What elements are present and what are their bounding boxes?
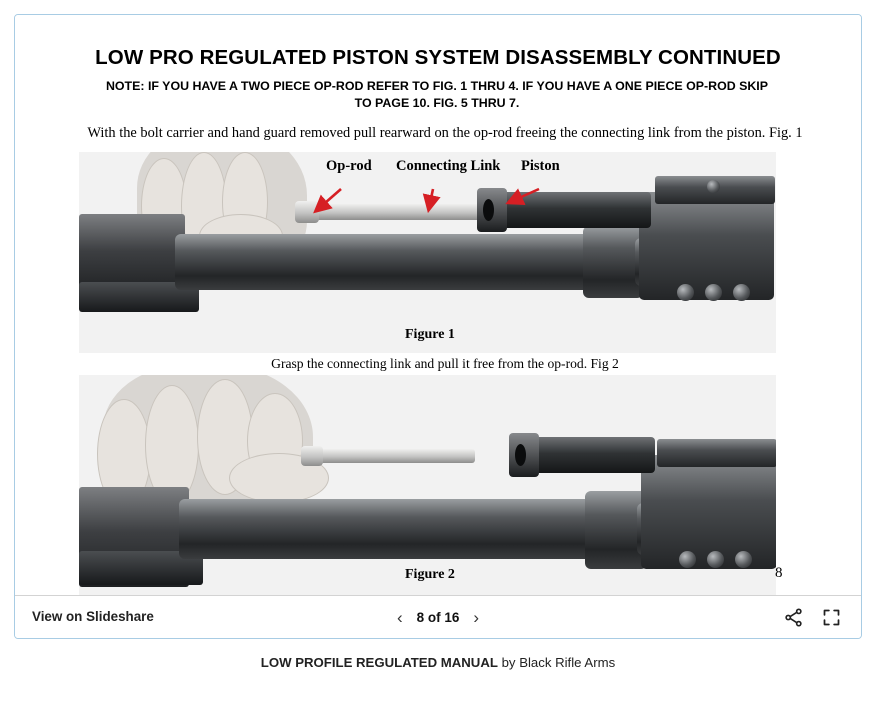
slide-intro-text: With the bolt carrier and hand guard removed pull rearward on the op-rod freeing the connecting link from the piston. Fig. 1: [87, 125, 803, 141]
footer-by: by: [497, 655, 520, 670]
pager: [15, 596, 861, 639]
view-on-slideshare-link[interactable]: View on Slideshare: [32, 609, 154, 624]
slide-page-number: 8: [775, 565, 783, 581]
figure-1-label: Figure 1: [405, 327, 455, 342]
slide-viewer: [14, 14, 862, 639]
figure-2-image: [79, 375, 776, 595]
gas-port-pin-icon: [733, 284, 750, 301]
gas-port-pin-icon: [679, 551, 696, 568]
gas-block-top-shape: [657, 439, 776, 467]
callout-piston: Piston: [521, 158, 560, 174]
viewer-toolbar: [15, 595, 861, 638]
gas-port-pin-icon: [707, 551, 724, 568]
op-rod-tip-shape: [295, 201, 319, 223]
page-indicator: 8 of 16: [416, 610, 460, 625]
barrel-shape: [179, 499, 619, 559]
barrel-collar-shape: [583, 226, 643, 298]
connecting-link-tip-shape: [301, 446, 323, 466]
figure-1-image: [79, 152, 776, 353]
gas-block-shape: [641, 455, 776, 569]
slide-note: NOTE: IF YOU HAVE A TWO PIECE OP-ROD REFER TO FIG. 1 THRU 4. IF YOU HAVE A ONE PIECE OP-ROD SKIP TO PAGE 10. FIG. 5 THRU 7.: [105, 79, 769, 110]
slide-title: LOW PRO REGULATED PISTON SYSTEM DISASSEMBLY CONTINUED: [95, 46, 781, 69]
document-footer: [0, 655, 876, 670]
figure-2-caption: Grasp the connecting link and pull it free from the op-rod. Fig 2: [271, 356, 619, 371]
fullscreen-icon[interactable]: [821, 607, 842, 628]
chevron-right-icon[interactable]: ›: [473, 608, 480, 627]
gas-block-shape: [639, 192, 774, 300]
callout-connecting-link: Connecting Link: [396, 158, 501, 174]
share-icon[interactable]: [783, 607, 804, 628]
slide-canvas: [15, 15, 861, 595]
figure-2-label: Figure 2: [405, 567, 455, 582]
gas-port-pin-icon: [677, 284, 694, 301]
chevron-left-icon[interactable]: ‹: [396, 608, 403, 627]
connecting-link-shape: [315, 449, 475, 463]
footer-author: Black Rifle Arms: [519, 655, 616, 670]
piston-bore-shape: [483, 199, 494, 221]
piston-shape: [483, 192, 651, 228]
footer-doc-title: LOW PROFILE REGULATED MANUAL: [260, 655, 498, 670]
callout-op-rod: Op-rod: [326, 158, 372, 174]
barrel-shape: [175, 234, 615, 290]
gas-port-pin-icon: [705, 284, 722, 301]
gas-port-pin-icon: [735, 551, 752, 568]
detent-pin-icon: [707, 180, 720, 193]
piston-bore-shape: [515, 444, 526, 466]
